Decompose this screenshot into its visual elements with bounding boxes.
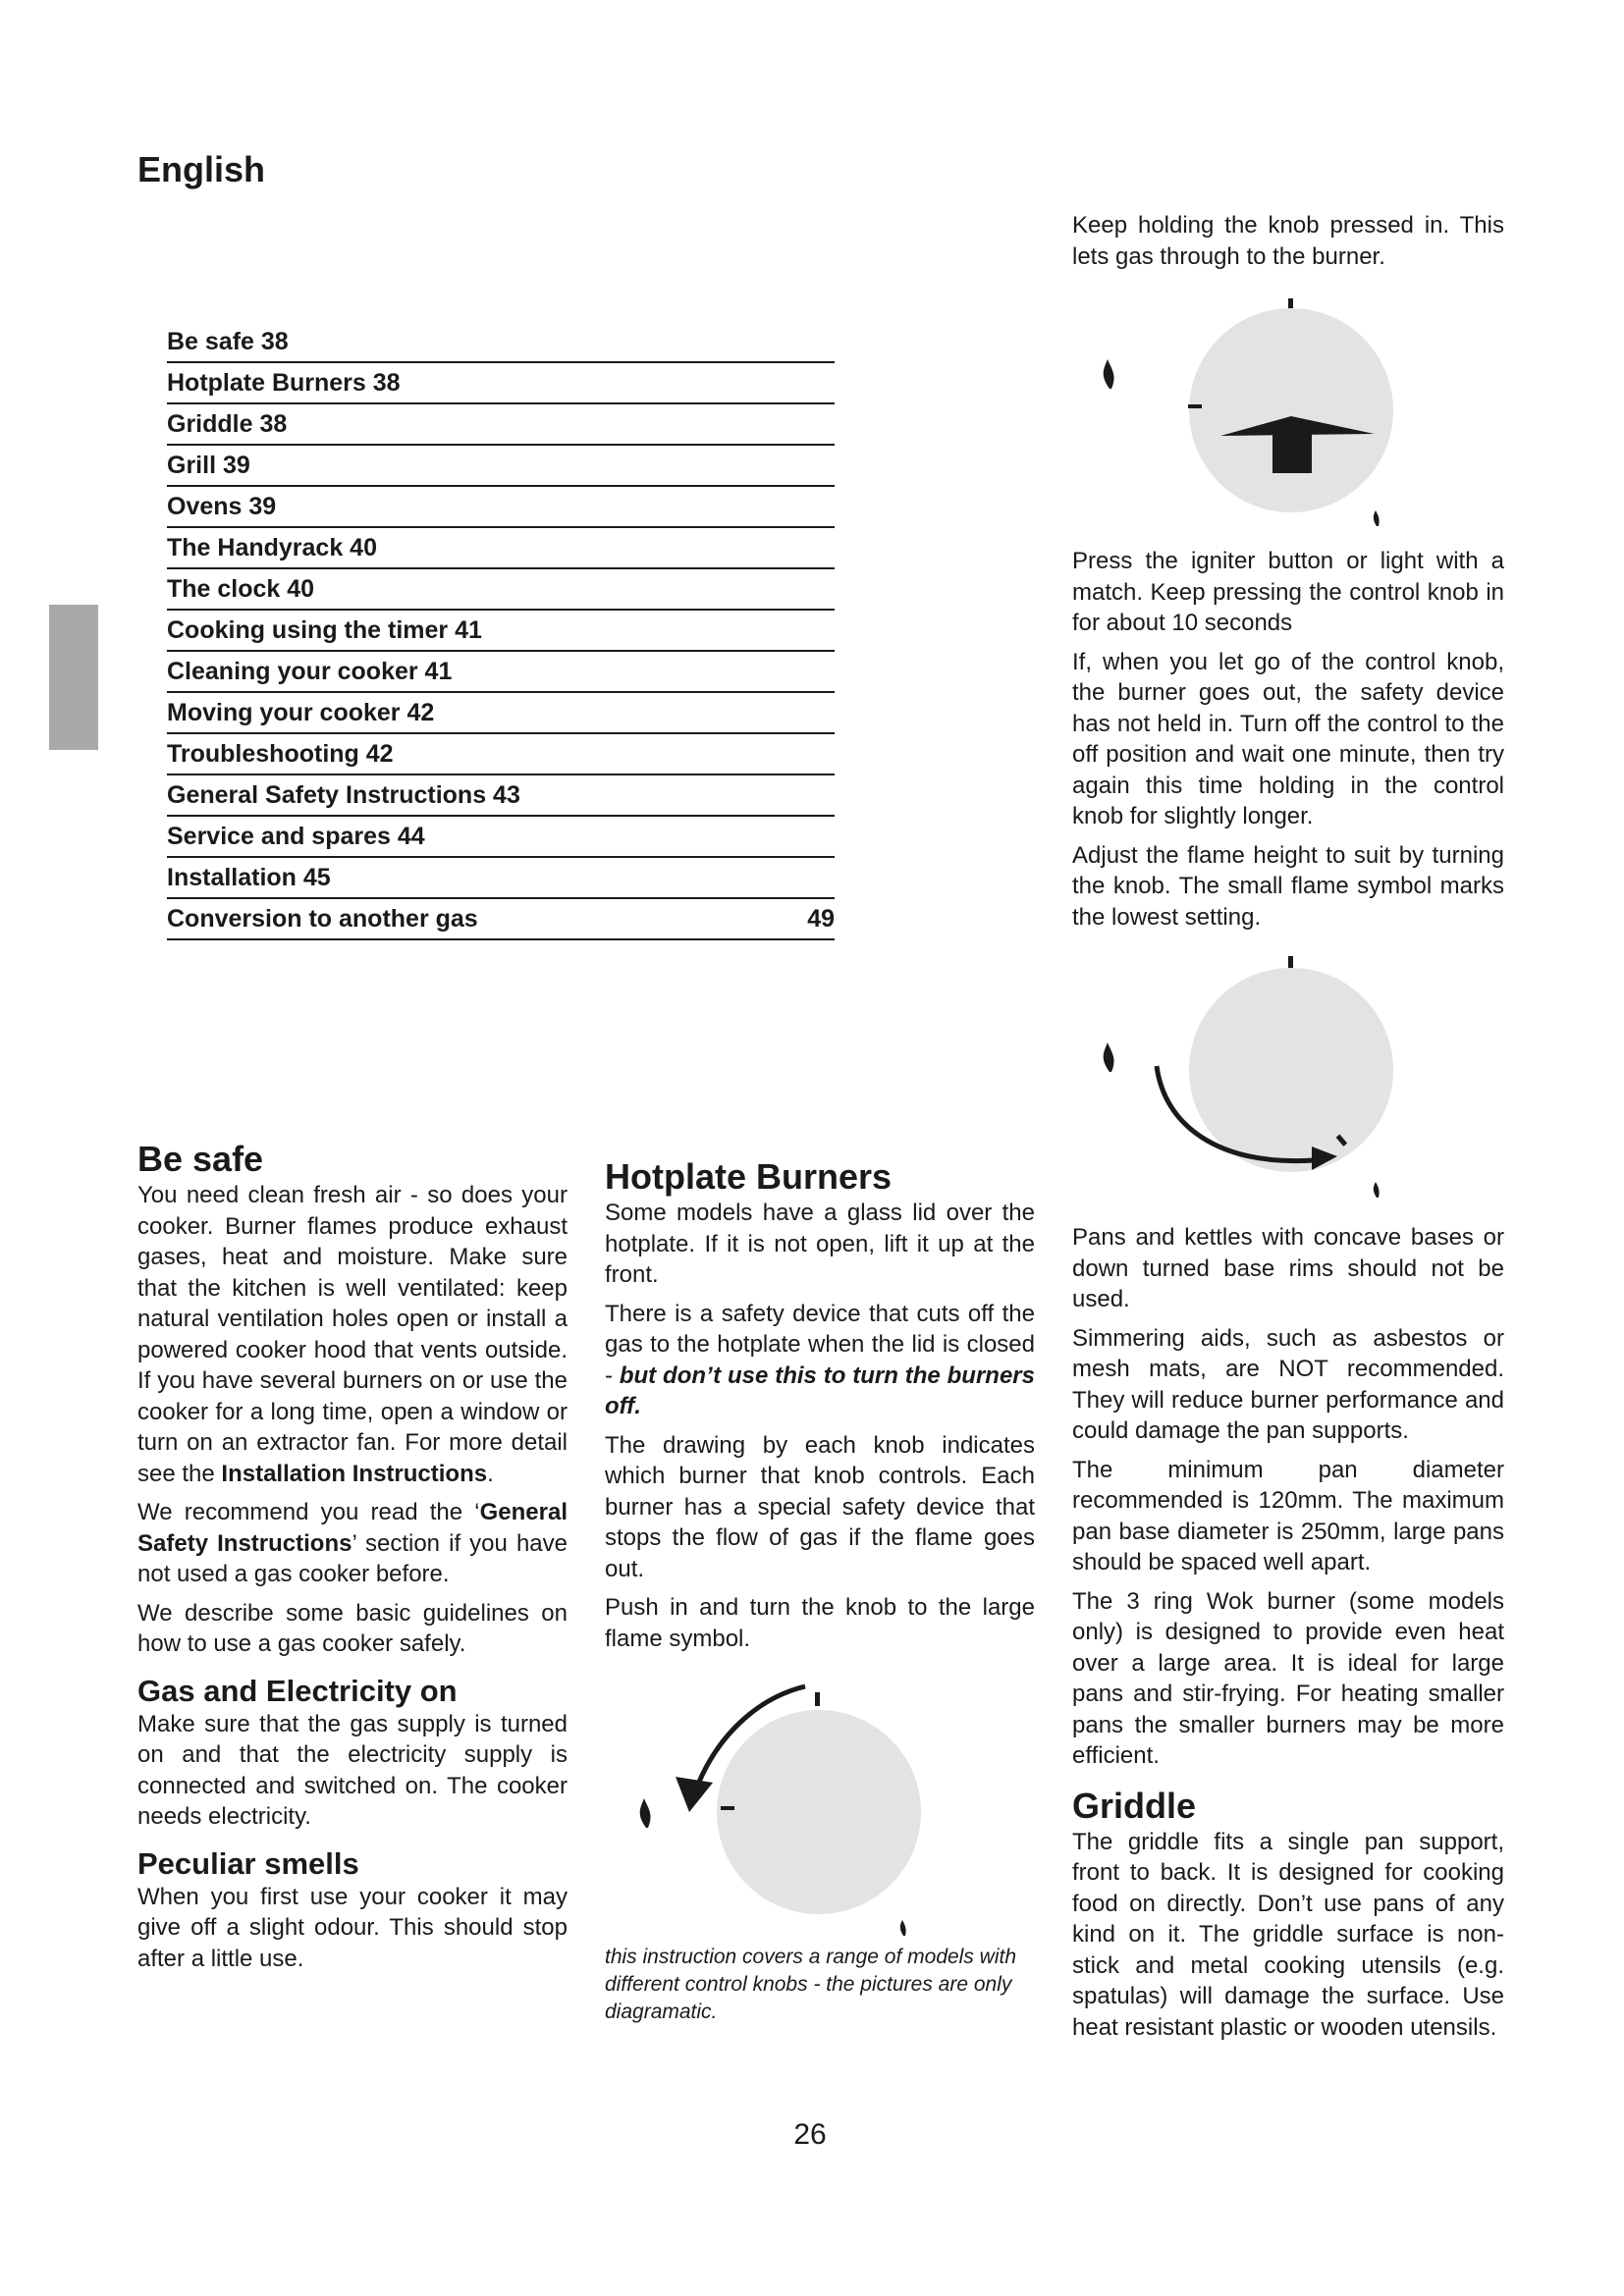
knob-circle xyxy=(1189,968,1393,1172)
knob-pressed-diagram xyxy=(1080,291,1404,556)
knob-marker-top xyxy=(815,1692,820,1706)
knob-turn-small-diagram xyxy=(1080,952,1404,1207)
large-flame-icon xyxy=(1104,359,1114,389)
paragraph: If, when you let go of the control knob, the burner goes out, the safety device has not held in. Turn off the control to the off position and wait one minute, then try again this time holding in the control knob for slightly longer. xyxy=(1072,648,1504,829)
off-marker-dash xyxy=(721,1806,734,1810)
page-title: English xyxy=(137,149,266,189)
paragraph: The minimum pan diameter recommended is 120mm. The maximum pan base diameter is 250mm, large pans should be spaced well apart. xyxy=(1072,1456,1504,1575)
diagram-note: this instruction covers a range of models with different control knobs - the pictures are only diagramatic. xyxy=(605,1946,1017,2023)
off-marker-dash xyxy=(1188,404,1202,408)
paragraph: Keep holding the knob pressed in. This lets gas through to the burner. xyxy=(1072,212,1504,270)
paragraph xyxy=(137,1497,568,1590)
paragraph: The griddle fits a single pan support, front to back. It is designed for cooking food on directly. Don’t use pans of any kind on it. The griddle surface is non-stick and metal cooking utensils (e.g. spatulas) will damage the surface. Use heat resistant plastic or wooden utensils. xyxy=(1072,1828,1504,2041)
knob-circle xyxy=(717,1710,921,1914)
paragraph: Simmering aids, such as asbestos or mesh mats, are NOT recommended. They will reduce burner performance and could damage the pan supports. xyxy=(1072,1324,1504,1444)
column-right-bottom xyxy=(1072,1222,1504,2051)
column-right-middle xyxy=(1072,546,1504,940)
toc-item[interactable] xyxy=(167,446,835,487)
toc-item[interactable] xyxy=(167,652,835,693)
toc-item[interactable] xyxy=(167,404,835,446)
toc-item[interactable] xyxy=(167,611,835,652)
toc-item[interactable] xyxy=(167,858,835,899)
toc-item[interactable] xyxy=(167,363,835,404)
toc-item[interactable] xyxy=(167,322,835,363)
knob-marker-top xyxy=(1288,956,1293,970)
large-flame-icon xyxy=(640,1798,651,1828)
toc-item[interactable] xyxy=(167,899,835,940)
toc-label: Moving your cooker 42 xyxy=(167,699,435,726)
paragraph xyxy=(605,1299,1035,1422)
heading-gas-electricity: Gas and Electricity on xyxy=(137,1673,458,1708)
toc-label: The clock 40 xyxy=(167,575,315,603)
bold-text: Installation Instructions xyxy=(221,1460,488,1487)
heading-hotplate-burners: Hotplate Burners xyxy=(605,1156,893,1197)
paragraph: Adjust the flame height to suit by turning the knob. The small flame symbol marks the lowest setting. xyxy=(1072,841,1504,931)
table-of-contents xyxy=(167,322,835,940)
bold-italic-text: but don’t use this to turn the burners off. xyxy=(605,1362,1035,1419)
arrow-head xyxy=(676,1777,713,1812)
toc-label: Griddle 38 xyxy=(167,410,288,438)
bold-text: General Safety Instructions xyxy=(137,1499,568,1557)
knob-stem xyxy=(1272,434,1312,473)
text: We recommend you read the ‘ xyxy=(137,1499,480,1525)
toc-label: Cleaning your cooker 41 xyxy=(167,658,453,685)
knob-turn-large-diagram xyxy=(619,1679,943,1944)
toc-label: Be safe 38 xyxy=(167,328,289,355)
large-flame-icon xyxy=(1104,1042,1114,1072)
toc-item[interactable] xyxy=(167,487,835,528)
paragraph: Press the igniter button or light with a match. Keep pressing the control knob in for about 10 seconds xyxy=(1072,548,1504,636)
small-flame-icon xyxy=(900,1920,906,1936)
paragraph: The 3 ring Wok burner (some models only) is designed to provide even heat over a large area. It is ideal for large pans and stir-frying. For heating smaller pans the smaller burners may be more efficient. xyxy=(1072,1587,1504,1769)
toc-label: Grill 39 xyxy=(167,452,250,479)
toc-label: Cooking using the timer 41 xyxy=(167,616,482,644)
page-number: 26 xyxy=(793,2118,827,2151)
paragraph: Some models have a glass lid over the hotplate. If it is not open, lift it up at the front. xyxy=(605,1200,1035,1288)
text: You need clean fresh air - so does your cooker. Burner flames produce exhaust gases, heat and moisture. Make sure that the kitchen is well ventilated: keep natural ventilation holes open or install a powered cooker hood that vents outside. If you have several burners on or use the cooker for a long time, open a window or turn on an extractor fan. For more detail see the xyxy=(137,1182,568,1487)
toc-label: Installation 45 xyxy=(167,864,331,891)
toc-label: The Handyrack 40 xyxy=(167,534,377,561)
toc-item[interactable] xyxy=(167,569,835,611)
toc-label: Conversion to another gas xyxy=(167,905,478,933)
text: . xyxy=(487,1460,494,1487)
small-flame-icon xyxy=(1374,510,1380,526)
toc-label: Ovens 39 xyxy=(167,493,277,520)
toc-item[interactable] xyxy=(167,693,835,734)
toc-item[interactable] xyxy=(167,775,835,817)
toc-item[interactable] xyxy=(167,817,835,858)
paragraph: Make sure that the gas supply is turned on and that the electricity supply is connected and switched on. The cooker needs electricity. xyxy=(137,1710,568,1830)
toc-label: Troubleshooting 42 xyxy=(167,740,394,768)
column-middle xyxy=(605,1156,1035,1662)
language-tab-marker xyxy=(49,605,98,750)
toc-page: 49 xyxy=(807,905,835,933)
heading-be-safe: Be safe xyxy=(137,1139,264,1179)
small-flame-icon xyxy=(1374,1182,1380,1198)
toc-label: Hotplate Burners 38 xyxy=(167,369,401,397)
paragraph: Pans and kettles with concave bases or down turned base rims should not be used. xyxy=(1072,1224,1504,1312)
text: ’ section if you have not used a gas cooker before. xyxy=(137,1529,568,1587)
column-left xyxy=(137,1139,568,1982)
toc-label: Service and spares 44 xyxy=(167,823,425,850)
knob-circle xyxy=(1189,308,1393,512)
toc-label: General Safety Instructions 43 xyxy=(167,781,520,809)
heading-peculiar-smells: Peculiar smells xyxy=(137,1845,359,1881)
heading-griddle: Griddle xyxy=(1072,1785,1197,1826)
paragraph: Push in and turn the knob to the large flame symbol. xyxy=(605,1594,1035,1652)
toc-item[interactable] xyxy=(167,734,835,775)
paragraph: When you first use your cooker it may give off a slight odour. This should stop after a little use. xyxy=(137,1883,568,1972)
text: There is a safety device that cuts off the gas to the hotplate when the lid is closed - xyxy=(605,1300,1035,1389)
paragraph: We describe some basic guidelines on how to use a gas cooker safely. xyxy=(137,1599,568,1657)
column-right-top xyxy=(1072,210,1504,280)
paragraph: The drawing by each knob indicates which burner that knob controls. Each burner has a special safety device that stops the flow of gas if the flame goes out. xyxy=(605,1431,1035,1582)
toc-item[interactable] xyxy=(167,528,835,569)
paragraph xyxy=(137,1180,568,1489)
